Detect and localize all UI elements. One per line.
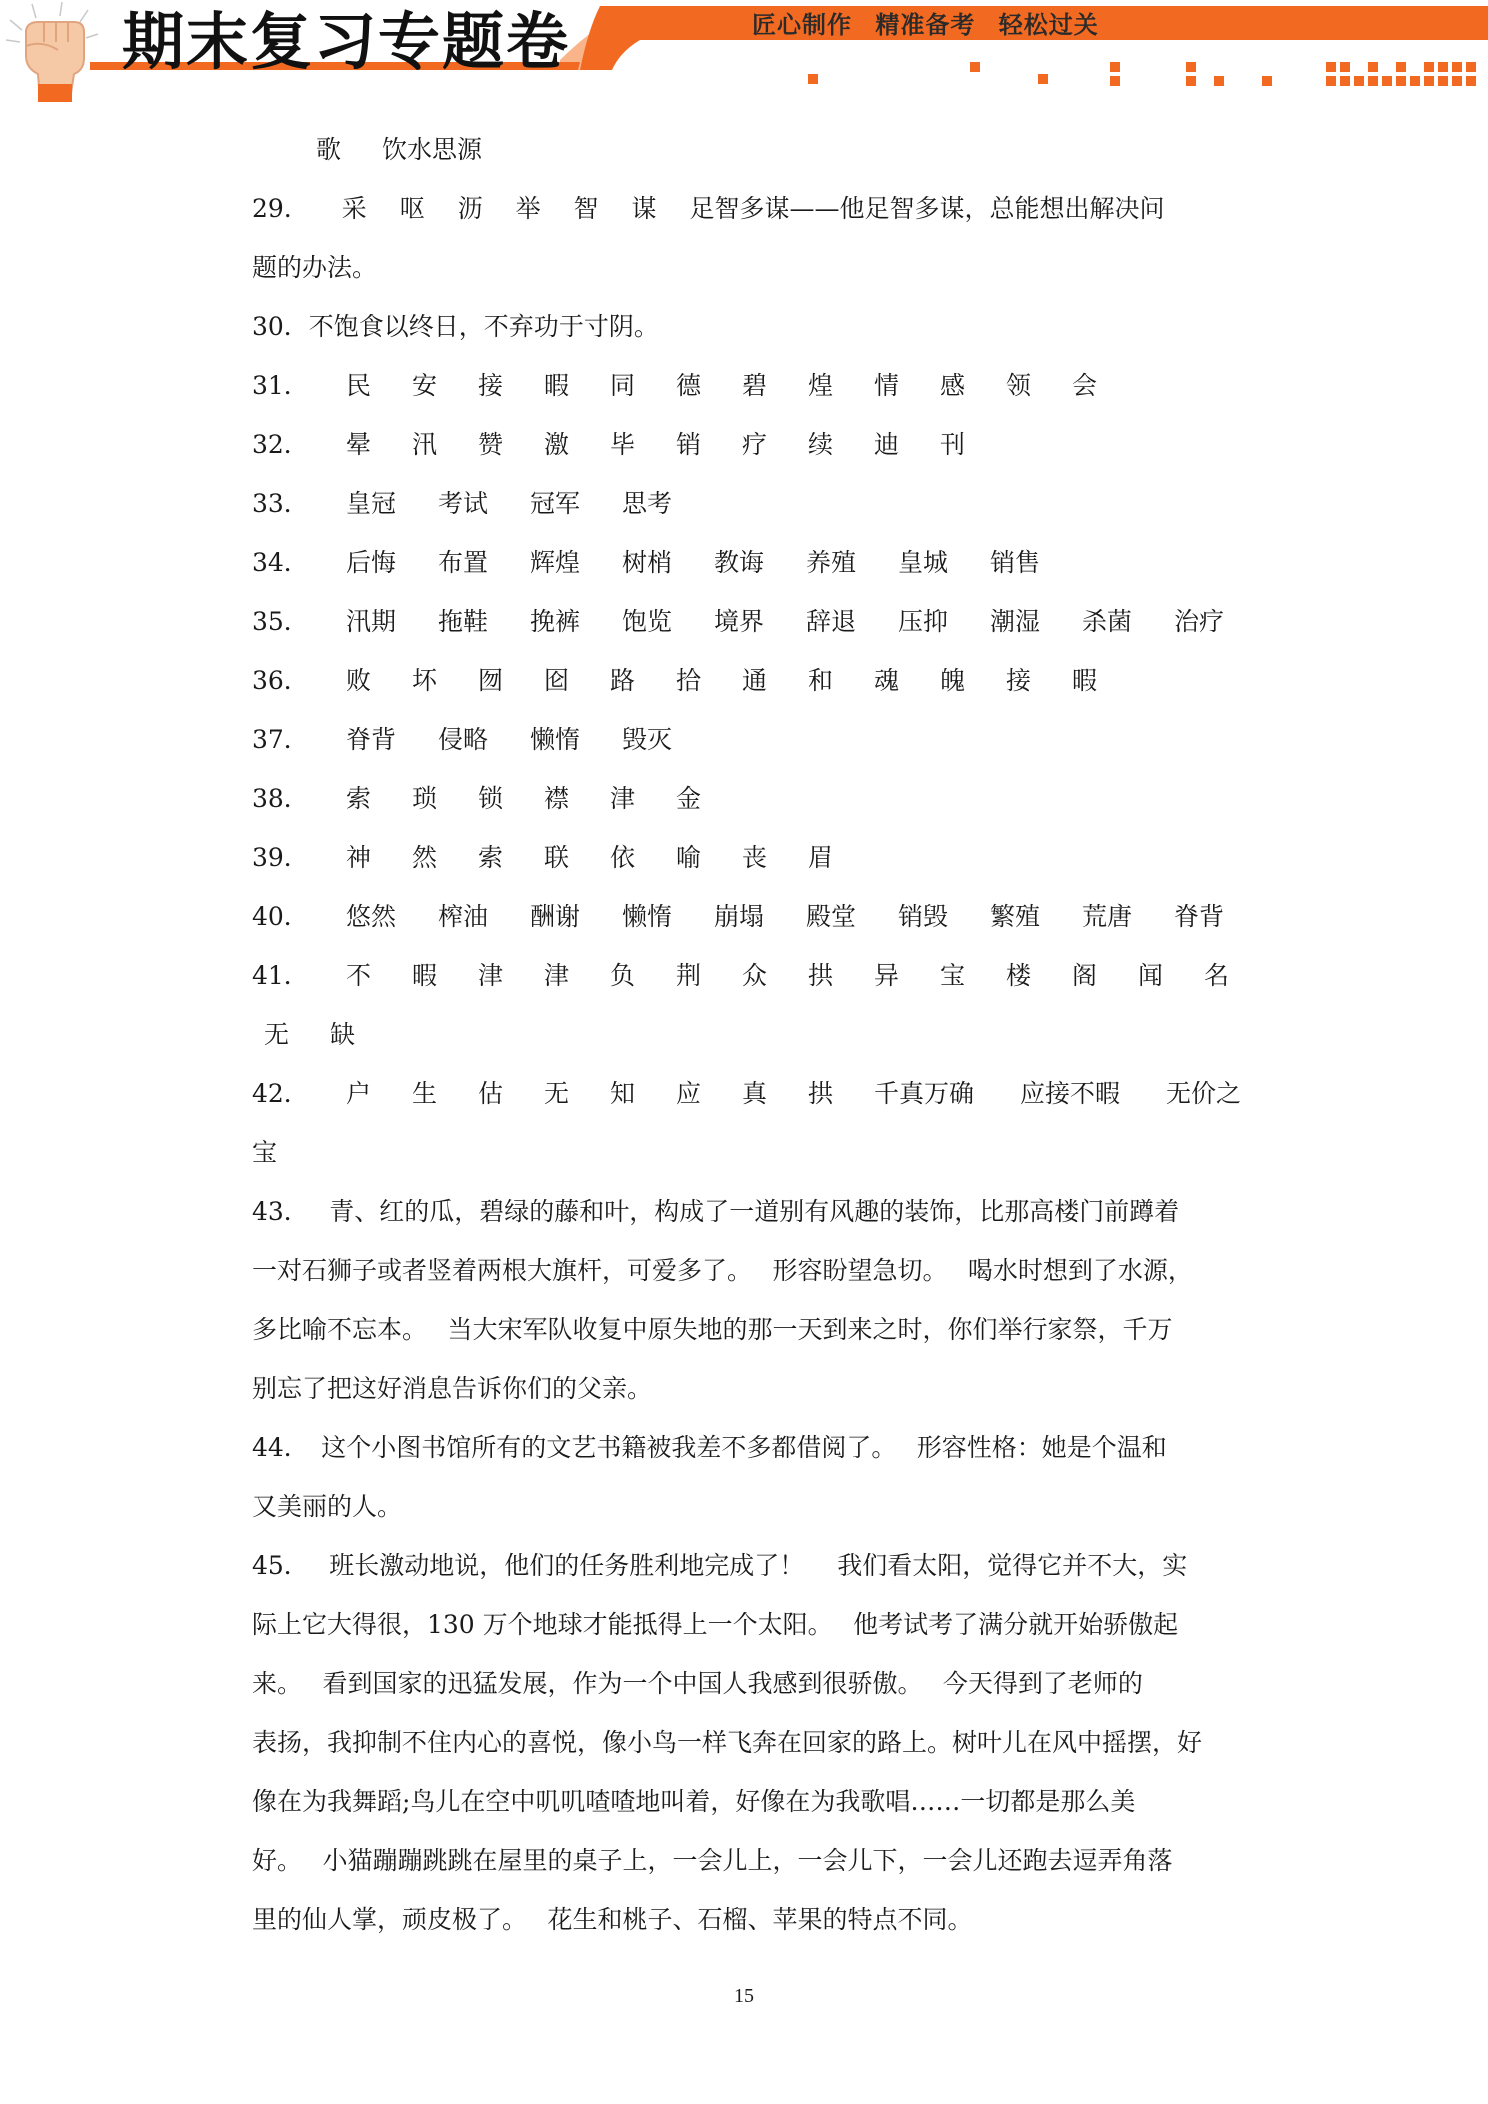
answer-word: 金 [676,784,702,813]
answer-word: 榨油 [438,902,489,931]
answer-word: 依 [610,843,636,872]
line-text: 题的办法。 [252,253,378,282]
line-text: 又美丽的人。 [252,1492,403,1521]
line-text: 好。 小猫蹦蹦跳跳在屋里的桌子上，一会儿上，一会儿下，一会儿还跑去逗弄角落 [252,1846,1173,1875]
answer-line [252,238,1252,297]
answer-word: 德 [676,371,702,400]
line-text: 别忘了把这好消息告诉你们的父亲。 [252,1374,653,1403]
answer-word: 毕 [610,430,636,459]
answer-word: 皇城 [898,548,949,577]
answer-word: 考试 [438,489,489,518]
answer-word: 生 [412,1079,438,1108]
answer-word: 境界 [714,607,765,636]
answer-word: 津 [478,961,504,990]
answer-word: 负 [610,961,636,990]
line-text: 里的仙人掌，顽皮极了。 花生和桃子、石榴、苹果的特点不同。 [252,1905,973,1934]
line-text: 一对石狮子或者竖着两根大旗杆，可爱多了。 形容盼望急切。 喝水时想到了水源， [252,1256,1193,1285]
answer-word: 疗 [742,430,768,459]
answer-word: 阁 [1072,961,1098,990]
answer-word: 神 [346,843,372,872]
answer-word: 崩塌 [714,902,765,931]
answer-word: 众 [742,961,768,990]
answer-word: 销毁 [898,902,949,931]
answer-word: 千真万确 [874,1079,975,1108]
answer-content [252,120,1252,1949]
answer-word: 楼 [1006,961,1032,990]
answer-word: 侵略 [438,725,489,754]
answer-line [252,1123,1252,1182]
answer-word: 魄 [940,666,966,695]
answer-word: 树梢 [622,548,673,577]
answer-word: 会 [1072,371,1098,400]
answer-word: 辉煌 [530,548,581,577]
answer-word: 布置 [438,548,489,577]
answer-word: 晕 [346,430,372,459]
answer-word: 思考 [622,489,673,518]
answer-word: 碧 [742,371,768,400]
page-title: 期末复习专题卷 [122,5,571,78]
answer-word: 汛 [412,430,438,459]
answer-word: 拾 [676,666,702,695]
answer-line [252,1300,1252,1359]
answer-word: 治疗 [1174,607,1225,636]
answer-word: 辞退 [806,607,857,636]
answer-word: 拖鞋 [438,607,489,636]
question-number: 39． [252,843,309,872]
answer-line [252,1064,1252,1123]
answer-word: 脊背 [1174,902,1225,931]
answer-line [252,1595,1252,1654]
answer-line [252,1713,1252,1772]
answer-word: 领 [1006,371,1032,400]
question-number: 36． [252,666,309,695]
answer-line [252,1477,1252,1536]
answer-word: 安 [412,371,438,400]
answer-word: 估 [478,1079,504,1108]
answer-word: 魂 [874,666,900,695]
answer-line [252,1418,1252,1477]
answer-word: 汛期 [346,607,397,636]
question-number: 32． [252,430,309,459]
answer-word: 囵 [544,666,570,695]
answer-word: 索 [478,843,504,872]
line-text: 45． 班长激动地说，他们的任务胜利地完成了！ 我们看太阳，觉得它并不大，实 [252,1551,1188,1580]
answer-word: 知 [610,1079,636,1108]
line-text: 表扬，我抑制不住内心的喜悦，像小鸟一样飞奔在回家的路上。树叶儿在风中摇摆，好 [252,1728,1203,1757]
answer-word: 赞 [478,430,504,459]
answer-line [252,297,1252,356]
answer-word: 应接不暇 [1020,1079,1121,1108]
answer-line [252,828,1252,887]
answer-word: 酬谢 [530,902,581,931]
answer-word: 津 [610,784,636,813]
answer-word: 丧 [742,843,768,872]
line-text: 来。 看到国家的迅猛发展，作为一个中国人我感到很骄傲。 今天得到了老师的 [252,1669,1143,1698]
question-number: 38． [252,784,309,813]
answer-word: 应 [676,1079,702,1108]
answer-word: 名 [1204,961,1230,990]
answer-word: 异 [874,961,900,990]
answer-word: 败 [346,666,372,695]
answer-line [252,946,1252,1005]
answer-word: 户 [346,1079,372,1108]
answer-word: 然 [412,843,438,872]
answer-line [252,474,1252,533]
answer-line [252,1536,1252,1595]
answer-word: 囫 [478,666,504,695]
answer-line [252,710,1252,769]
answer-line [252,179,1252,238]
page-header [0,0,1488,110]
line-text: 像在为我舞蹈;鸟儿在空中叽叽喳喳地叫着，好像在为我歌唱……一切都是那么美 [252,1787,1136,1816]
answer-word: 缺 [330,1020,356,1049]
line-text: 多比喻不忘本。 当大宋军队收复中原失地的那一天到来之时，你们举行家祭，千万 [252,1315,1173,1344]
answer-word: 懒惰 [530,725,581,754]
answer-word: 暇 [412,961,438,990]
answer-word: 脊背 [346,725,397,754]
answer-word: 坏 [412,666,438,695]
answer-word: 闻 [1138,961,1164,990]
line-text: 44． 这个小图书馆所有的文艺书籍被我差不多都借阅了。 形容性格：她是个温和 [252,1433,1167,1462]
answer-word: 歌 [316,135,342,164]
question-number: 35． [252,607,309,636]
answer-word: 繁殖 [990,902,1041,931]
header-slogan: 匠心制作 精准备考 轻松过关 [752,11,1099,39]
answer-word: 煌 [808,371,834,400]
line-text: 43． 青、红的瓜，碧绿的藤和叶，构成了一道别有风趣的装饰，比那高楼门前蹲着 [252,1197,1180,1226]
answer-line [252,1654,1252,1713]
answer-line [252,1359,1252,1418]
answer-word: 销 [676,430,702,459]
answer-word: 潮湿 [990,607,1041,636]
answer-word: 悠然 [346,902,397,931]
answer-word: 压抑 [898,607,949,636]
answer-word: 接 [1006,666,1032,695]
answer-word: 迪 [874,430,900,459]
line-text: 宝 [252,1138,278,1167]
answer-line [252,1772,1252,1831]
answer-word: 冠军 [530,489,581,518]
answer-word: 暇 [544,371,570,400]
answer-word: 无价之 [1166,1079,1242,1108]
line-text: 30．不饱食以终日，不弃功于寸阴。 [252,312,659,341]
answer-word: 索 [346,784,372,813]
answer-line [252,1182,1252,1241]
answer-word: 挽裤 [530,607,581,636]
answer-word: 眉 [808,843,834,872]
answer-line [252,1890,1252,1949]
answer-word: 联 [544,843,570,872]
question-number: 37． [252,725,309,754]
answer-word: 和 [808,666,834,695]
answer-line [252,1005,1252,1064]
answer-word: 毁灭 [622,725,673,754]
answer-line [252,1831,1252,1890]
answer-word: 后悔 [346,548,397,577]
answer-word: 宝 [940,961,966,990]
answer-line [252,769,1252,828]
answer-word: 皇冠 [346,489,397,518]
answer-word: 接 [478,371,504,400]
line-text: 际上它大得很，130 万个地球才能抵得上一个太阳。 他考试考了满分就开始骄傲起 [252,1610,1179,1639]
answer-word: 情 [874,371,900,400]
answer-word: 津 [544,961,570,990]
question-number: 33． [252,489,309,518]
answer-word: 刊 [940,430,966,459]
question-number: 41． [252,961,309,990]
answer-word: 真 [742,1079,768,1108]
answer-word: 民 [346,371,372,400]
answer-word: 感 [940,371,966,400]
answer-word: 琐 [412,784,438,813]
answer-word: 教诲 [714,548,765,577]
answer-word: 饱览 [622,607,673,636]
answer-line [252,887,1252,946]
answer-word: 续 [808,430,834,459]
answer-word: 殿堂 [806,902,857,931]
answer-line [252,356,1252,415]
answer-word: 激 [544,430,570,459]
answer-line [252,415,1252,474]
answer-word: 销售 [990,548,1041,577]
answer-line [252,533,1252,592]
answer-word: 通 [742,666,768,695]
answer-word: 荆 [676,961,702,990]
answer-word: 无 [264,1020,290,1049]
answer-word: 杀菌 [1082,607,1133,636]
fist-icon [2,0,106,104]
question-number: 34． [252,548,309,577]
answer-word: 暇 [1072,666,1098,695]
answer-word: 不 [346,961,372,990]
answer-word: 锁 [478,784,504,813]
line-text: 29. 采 呕 沥 举 智 谋 足智多谋——他足智多谋，总能想出解决问 [252,194,1165,223]
answer-word: 无 [544,1079,570,1108]
answer-word: 养殖 [806,548,857,577]
answer-word: 拱 [808,961,834,990]
answer-line [252,1241,1252,1300]
answer-line [252,651,1252,710]
answer-word: 拱 [808,1079,834,1108]
page-number: 15 [734,1985,754,2007]
answer-word: 襟 [544,784,570,813]
question-number: 40． [252,902,309,931]
answer-line [252,592,1252,651]
answer-word: 饮水思源 [382,135,483,164]
answer-word: 懒惰 [622,902,673,931]
answer-line [252,120,1252,179]
answer-word: 同 [610,371,636,400]
question-number: 42． [252,1079,309,1108]
answer-word: 荒唐 [1082,902,1133,931]
answer-word: 喻 [676,843,702,872]
question-number: 31． [252,371,309,400]
answer-word: 路 [610,666,636,695]
